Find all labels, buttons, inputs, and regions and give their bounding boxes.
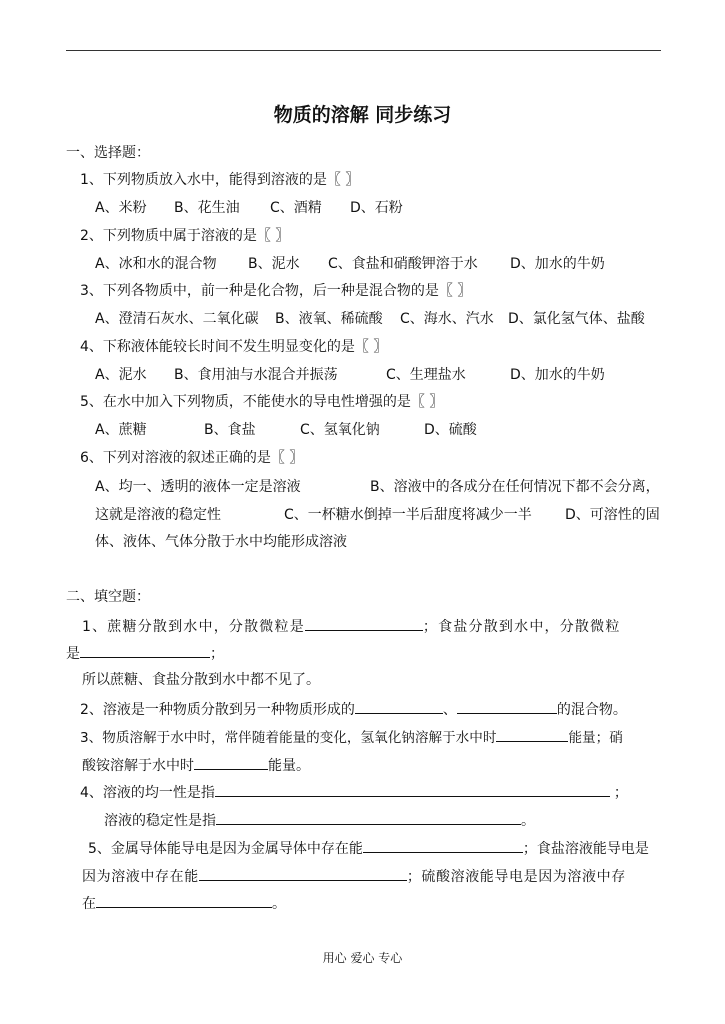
question-4-stem: 4、下称液体能较长时间不发生明显变化的是〖 〗 (80, 339, 388, 355)
fill-3-line-2 (82, 755, 310, 775)
page-footer: 用心 爱心 专心 (322, 951, 403, 965)
fill-3-blank-1[interactable] (496, 727, 568, 742)
fill-5-line-3 (82, 893, 286, 913)
question-5-option-a: A、蔗糖 (95, 422, 147, 438)
fill-5-text-f: 。 (272, 896, 286, 912)
fill-4-text-b: ； (613, 785, 628, 801)
fill-2-text-b: 、 (442, 702, 457, 718)
fill-4-blank-2[interactable] (216, 810, 521, 825)
fill-1-line-1 (82, 616, 621, 636)
question-1-option-a: A、米粉 (95, 200, 147, 216)
fill-5-text-e: 在 (82, 896, 96, 912)
question-6-stem: 6、下列对溶液的叙述正确的是〖 〗 (80, 450, 304, 466)
header-rule (66, 50, 661, 51)
question-3-stem: 3、下列各物质中，前一种是化合物，后一种是混合物的是〖 〗 (80, 283, 472, 299)
fill-5-line-2 (82, 866, 626, 886)
question-4-option-d: D、加水的牛奶 (510, 367, 605, 383)
question-2-option-a: A、冰和水的混合物 (95, 256, 217, 272)
fill-5-blank-2[interactable] (199, 866, 407, 881)
fill-1-text-b: ；食盐分散到水中，分散微粒 (422, 619, 621, 635)
fill-5-text-c: 因为溶液中存在能 (82, 869, 199, 885)
question-2-option-b: B、泥水 (248, 256, 300, 272)
fill-4-line-2 (104, 810, 535, 830)
fill-4-text-d: 。 (521, 813, 535, 829)
question-6-option-c: C、一杯糖水倒掉一半后甜度将减少一半 (284, 507, 532, 523)
fill-1-text-d: ； (210, 646, 224, 662)
question-1-option-b: B、花生油 (174, 200, 240, 216)
fill-5-blank-1[interactable] (363, 838, 523, 853)
question-5-stem: 5、在水中加入下列物质，不能使水的导电性增强的是〖 〗 (80, 394, 444, 410)
fill-2-blank-2[interactable] (457, 699, 557, 714)
question-3-option-d: D、氯化氢气体、盐酸 (508, 311, 645, 327)
fill-3-line-1 (80, 727, 623, 747)
fill-4-text-c: 溶液的稳定性是指 (104, 813, 216, 829)
fill-4-line-1 (80, 782, 628, 802)
question-5-option-d: D、硫酸 (424, 422, 477, 438)
fill-1-line-2 (66, 643, 224, 663)
question-6-option-b-continued: 这就是溶液的稳定性 (95, 507, 221, 523)
section-heading-choice: 一、选择题： (66, 145, 150, 161)
fill-5-text-a: 5、金属导体能导电是因为金属导体中存在能 (88, 841, 363, 857)
question-1-option-c: C、酒精 (270, 200, 322, 216)
question-5-option-b: B、食盐 (204, 422, 256, 438)
fill-3-text-b: 能量；硝 (568, 730, 623, 746)
fill-3-text-c: 酸铵溶解于水中时 (82, 758, 194, 774)
question-1-option-d: D、石粉 (350, 200, 403, 216)
fill-2-line (80, 699, 627, 719)
fill-1-blank-2[interactable] (80, 643, 210, 658)
question-4-option-c: C、生理盐水 (386, 367, 466, 383)
question-4-option-b: B、食用油与水混合并振荡 (174, 367, 338, 383)
fill-1-line-3: 所以蔗糖、食盐分散到水中都不见了。 (82, 672, 320, 688)
fill-1-text-c: 是 (66, 646, 80, 662)
fill-1-text-a: 1、蔗糖分散到水中，分散微粒是 (82, 619, 305, 635)
fill-2-text-a: 2、溶液是一种物质分散到另一种物质形成的 (80, 702, 355, 718)
fill-5-text-b: ；食盐溶液能导电是 (522, 841, 649, 857)
question-6-option-b: B、溶液中的各成分在任何情况下都不会分离， (370, 479, 660, 495)
question-2-stem: 2、下列物质中属于溶液的是〖 〗 (80, 228, 290, 244)
fill-5-blank-3[interactable] (96, 893, 272, 908)
question-3-option-b: B、液氧、稀硫酸 (275, 311, 383, 327)
fill-5-text-d: ；硫酸溶液能导电是因为溶液中存 (406, 869, 626, 885)
page-title: 物质的溶解 同步练习 (273, 104, 452, 126)
question-2-option-c: C、食盐和硝酸钾溶于水 (328, 256, 478, 272)
fill-4-blank-1[interactable] (215, 782, 610, 797)
fill-5-line-1 (88, 838, 649, 858)
fill-3-blank-2[interactable] (194, 755, 268, 770)
question-3-option-c: C、海水、汽水 (400, 311, 494, 327)
question-4-option-a: A、泥水 (95, 367, 147, 383)
fill-3-text-a: 3、物质溶解于水中时，常伴随着能量的变化，氢氧化钠溶解于水中时 (80, 730, 497, 746)
fill-1-blank-1[interactable] (305, 616, 423, 631)
fill-2-text-c: 的混合物。 (556, 702, 627, 718)
question-1-stem: 1、下列物质放入水中，能得到溶液的是〖 〗 (80, 172, 360, 188)
fill-3-text-d: 能量。 (268, 758, 310, 774)
section-heading-fill: 二、填空题： (66, 589, 150, 605)
question-6-option-d: D、可溶性的固 (565, 507, 660, 523)
fill-2-blank-1[interactable] (355, 699, 443, 714)
question-3-option-a: A、澄清石灰水、二氧化碳 (95, 311, 259, 327)
fill-4-text-a: 4、溶液的均一性是指 (80, 785, 215, 801)
question-5-option-c: C、氢氧化钠 (300, 422, 380, 438)
question-6-option-d-continued: 体、液体、气体分散于水中均能形成溶液 (95, 534, 347, 550)
question-6-option-a: A、均一、透明的液体一定是溶液 (95, 479, 301, 495)
question-2-option-d: D、加水的牛奶 (510, 256, 605, 272)
